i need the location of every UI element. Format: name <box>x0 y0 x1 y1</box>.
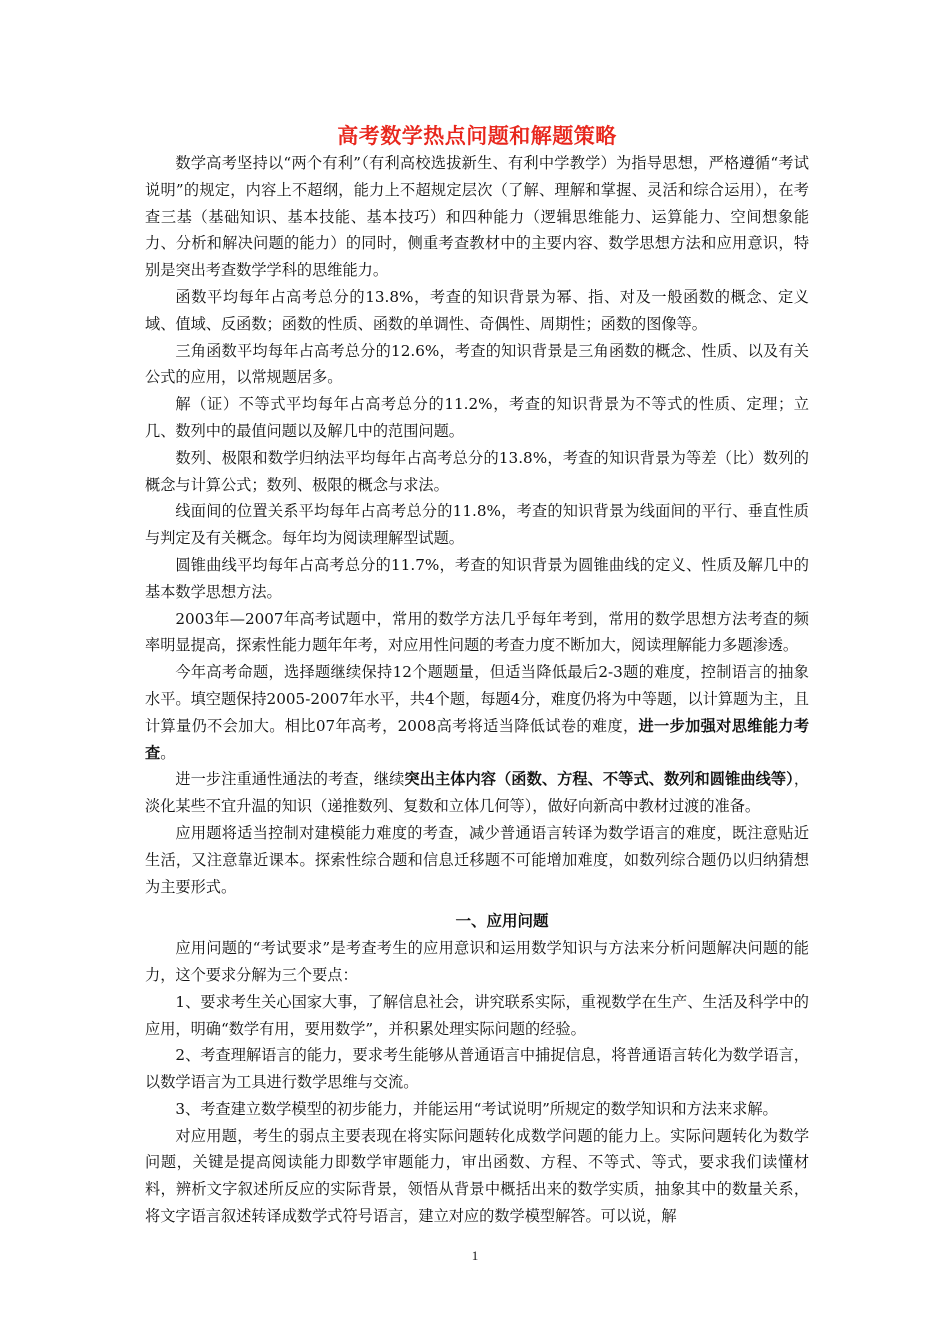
paragraph-text: 应用题将适当控制对建模能力难度的考查，减少普通语言转译为数学语言的难度，既注意贴近生活，又注意靠近课本。探索性综合题和信息迁移题不可能增加难度，如数列综合题仍以归纳猜想为主要形式。 <box>145 823 809 896</box>
paragraph-p4 <box>145 391 809 445</box>
paragraph-text: 数列、极限和数学归纳法平均每年占高考总分的13.8%，考查的知识背景为等差（比）数列的概念与计算公式；数列、极限的概念与求法。 <box>145 448 809 494</box>
paragraph-text: 今年高考命题，选择题继续保持12个题题量，但适当降低最后2-3题的难度，控制语言的抽象水平。填空题保持2005-2007年水平，共4个题，每题4分，难度仍将为中等题，以计算题为主，且计算量仍不会加大。相比07年高考，2008高考将适当降低试卷的难度， <box>145 663 809 735</box>
paragraph-p9 <box>145 659 809 766</box>
paragraph-text: 3、考查建立数学模型的初步能力，并能运用“考试说明”所规定的数学知识和方法来求解。 <box>175 1099 778 1118</box>
paragraph-text: 圆锥曲线平均每年占高考总分的11.7%，考查的知识背景为圆锥曲线的定义、性质及解几中的基本数学思想方法。 <box>145 555 809 601</box>
emphasis-text: 突出主体内容（函数、方程、不等式、数列和圆锥曲线等） <box>404 770 794 789</box>
paragraph-s1p1 <box>145 935 809 989</box>
paragraph-p2 <box>145 284 809 338</box>
applications-section <box>145 935 809 1230</box>
paragraph-text: 1、要求考生关心国家大事，了解信息社会，讲究联系实际，重视数学在生产、生活及科学中的应用，明确“数学有用，要用数学”，并积累处理实际问题的经验。 <box>145 992 809 1038</box>
emphasis-text: 进一步加强对思维能力考查 <box>145 716 810 762</box>
paragraph-text: 函数平均每年占高考总分的13.8%，考查的知识背景为幂、指、对及一般函数的概念、定义域、值域、反函数；函数的性质、函数的单调性、奇偶性、周期性；函数的图像等。 <box>145 287 809 333</box>
paragraph-text: 对应用题，考生的弱点主要表现在将实际问题转化成数学问题的能力上。实际问题转化为数学问题，关键是提高阅读能力即数学审题能力，审出函数、方程、不等式、等式，要求我们读懂材料，辨析文字叙述所反应的实际背景，领悟从背景中概括出来的数学实质，抽象其中的数量关系，将文字语言叙述转译成数学式符号语言，建立对应的数学模型解答。可以说，解 <box>145 1126 809 1226</box>
paragraph-p6 <box>145 498 809 552</box>
paragraph-s1p5 <box>145 1123 809 1230</box>
paragraph-p5 <box>145 445 809 499</box>
paragraph-s1p2 <box>145 989 809 1043</box>
paragraph-text: 线面间的位置关系平均每年占高考总分的11.8%，考查的知识背景为线面间的平行、垂直性质与判定及有关概念。每年均为阅读理解型试题。 <box>145 502 809 548</box>
document-title: 高考数学热点问题和解题策略 <box>337 124 617 148</box>
paragraph-text: ，淡化某些不宜升温的知识（递推数列、复数和立体几何等），做好向新高中教材过渡的准备。 <box>145 770 809 816</box>
paragraph-p10 <box>145 766 809 820</box>
page-number: 1 <box>471 1248 479 1263</box>
paragraph-text: 进一步注重通性通法的考查，继续 <box>175 770 405 789</box>
paragraph-text: 。 <box>160 743 176 762</box>
section-heading-applications: 一、应用问题 <box>455 912 549 931</box>
intro-section <box>145 150 809 900</box>
paragraph-text: 2、考查理解语言的能力，要求考生能够从普通语言中捕捉信息，将普通语言转化为数学语言，以数学语言为工具进行数学思维与交流。 <box>145 1046 809 1092</box>
document-body <box>145 122 809 1230</box>
paragraph-p8 <box>145 606 809 660</box>
paragraph-text: 数学高考坚持以“两个有利”（有利高校选拔新生、有利中学教学）为指导思想，严格遵循“考试说明”的规定，内容上不超纲，能力上不超规定层次（了解、理解和掌握、灵活和综合运用），在考查三基（基础知识、基本技能、基本技巧）和四种能力（逻辑思维能力、运算能力、空间想象能力、分析和解决问题的能力）的同时，侧重考查教材中的主要内容、数学思想方法和应用意识，特别是突出考查数学学科的思维能力。 <box>145 154 809 280</box>
paragraph-p1 <box>145 150 809 284</box>
paragraph-s1p4 <box>145 1096 809 1123</box>
paragraph-s1p3 <box>145 1042 809 1096</box>
paragraph-p7 <box>145 552 809 606</box>
paragraph-text: 应用问题的“考试要求”是考查考生的应用意识和运用数学知识与方法来分析问题解决问题的能力，这个要求分解为三个要点： <box>145 939 809 984</box>
paragraph-p11 <box>145 820 809 900</box>
paragraph-text: 三角函数平均每年占高考总分的12.6%，考查的知识背景是三角函数的概念、性质、以及有关公式的应用，以常规题居多。 <box>145 341 809 387</box>
paragraph-text: 2003年—2007年高考试题中，常用的数学方法几乎每年考到，常用的数学思想方法考查的频率明显提高，探索性能力题年年考，对应用性问题的考查力度不断加大，阅读理解能力多题渗透。 <box>145 609 809 655</box>
section-gap <box>145 900 809 908</box>
paragraph-p3 <box>145 338 809 392</box>
paragraph-text: 解（证）不等式平均每年占高考总分的11.2%，考查的知识背景为不等式的性质、定理；立几、数列中的最值问题以及解几中的范围问题。 <box>145 395 809 440</box>
